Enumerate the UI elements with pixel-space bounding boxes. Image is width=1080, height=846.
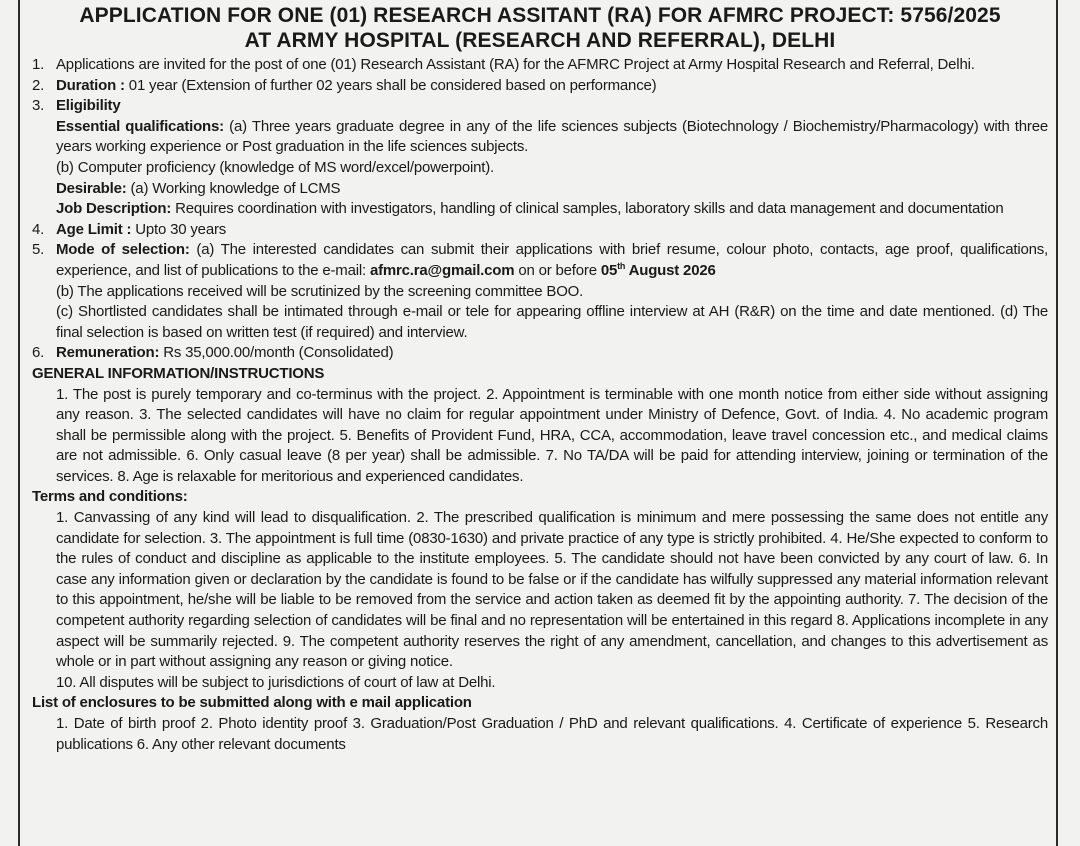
job-text: Requires coordination with investigators, handling of clinical samples, laboratory skills and data management and documentation [171, 200, 1004, 218]
title-line-2: AT ARMY HOSPITAL (RESEARCH AND REFERRAL), DELHI [244, 29, 836, 52]
essential-text: (a) Three years graduate degree in any of the life sciences subjects (Biotechnology / Biochemistry/Pharmacology) with three years working experience or Post graduation in the life sciences subjects. [56, 117, 1048, 156]
desirable-label: Desirable: [56, 179, 127, 197]
item-mode-of-selection [32, 240, 1048, 281]
application-email-link[interactable]: afmrc.ra@gmail.com [369, 261, 515, 279]
item-text-mid: on or before [514, 261, 601, 279]
item-text: (a) The interested candidates can submit their applications with brief resume, colour photo, contacts, age proof, qualifications, experience, and list of publications to the e-mail: [56, 241, 1049, 279]
item-number: 1. [32, 56, 45, 73]
terms-heading: Terms and conditions: [32, 488, 188, 506]
item-eligibility [32, 96, 1048, 117]
item-duration [32, 76, 1048, 97]
item-text: 01 year (Extension of further 02 years shall be considered based on performance) [124, 76, 657, 94]
item-number: 4. [32, 220, 45, 238]
deadline-month-year: August 2026 [625, 261, 716, 279]
item-number: 6. [32, 344, 45, 362]
advertisement-title [32, 3, 1048, 53]
item-number: 2. [32, 76, 45, 94]
item-label: Mode of selection: [56, 241, 190, 259]
item-remuneration [32, 343, 1048, 364]
enclosures-heading: List of enclosures to be submitted along with e mail application [32, 694, 472, 712]
selection-scrutiny: (b) The applications received will be scrutinized by the screening committee BOO. [56, 282, 584, 300]
enclosures-text: 1. Date of birth proof 2. Photo identity proof 3. Graduation/Post Graduation / PhD and relevant qualifications. 4. Certificate of experience 5. Research publications 6. Any other relevant documents [56, 715, 1048, 753]
deadline-date [601, 262, 716, 279]
essential-qualifications [32, 117, 1048, 158]
advertisement-page [18, 0, 1058, 846]
terms-text: 1. Canvassing of any kind will lead to disqualification. 2. The prescribed qualification is minimum and mere possessing the same does not entitle any candidate for selection. 3. The appointment is full time (0830-1630) and private practice of any type is strictly prohibited. 4. He/She expected to conform to the rules of conduct and discipline as applicable to the institute employees. 5. The candidate should not have been convicted by any court of law. 6. In case any information given or declaration by the candidate is found to be false or if the candidate has wilfully suppressed any material information relevant to this appointment, he/she will be liable to be removed from the service and action taken as deemed fit by the appointing authority. 7. The decision of the competent authority regarding selection of candidates will be final and no representation will be entertained in this regard 8. Applications incomplete in any aspect will be summarily rejected. 9. The competent authority reserves the right of any amendment, cancellation, and changes to this advertisement as whole or in part without assigning any reason or giving notice. [56, 509, 1048, 671]
deadline-suffix: th [617, 260, 626, 271]
item-label: Duration : [56, 76, 125, 94]
item-label: Remuneration: [56, 344, 160, 362]
computer-proficiency: (b) Computer proficiency (knowledge of MS word/excel/powerpoint). [56, 158, 495, 176]
title-line-1: APPLICATION FOR ONE (01) RESEARCH ASSITANT (RA) FOR AFMRC PROJECT: 5756/2025 [79, 4, 1001, 27]
item-number: 5. [32, 241, 45, 259]
advertisement-body [32, 55, 1048, 755]
general-info-heading: GENERAL INFORMATION/INSTRUCTIONS [32, 364, 325, 382]
job-label: Job Description: [56, 200, 172, 218]
job-description [32, 199, 1048, 220]
item-label: Eligibility [56, 97, 121, 115]
general-info-text: 1. The post is purely temporary and co-terminus with the project. 2. Appointment is terminable with one month notice from either side without assigning any reason. 3. The selected candidates will have no claim for regular appointment under Ministry of Defence, Govt. of India. 4. No academic program shall be permissible along with the project. 5. Benefits of Provident Fund, HRA, CCA, accommodation, leave travel concession etc., and medical claims are not admissible. 6. Only casual leave (8 per year) shall be admissible. 7. No TA/DA will be paid for attending interview, joining or termination of the services. 8. Age is relaxable for meritorious and experienced candidates. [56, 385, 1048, 485]
item-label: Age Limit : [56, 220, 132, 238]
item-text: Upto 30 years [131, 220, 227, 238]
deadline-day: 05 [600, 261, 618, 279]
item-number: 3. [32, 97, 45, 115]
item-age-limit [32, 220, 1048, 241]
item-applications [32, 55, 1048, 76]
terms-text-jurisdiction: 10. All disputes will be subject to jurisdictions of court of law at Delhi. [56, 673, 496, 691]
essential-label: Essential qualifications: [56, 117, 224, 135]
item-text: Applications are invited for the post of one (01) Research Assistant (RA) for the AFMRC Project at Army Hospital Research and Referral, Delhi. [56, 56, 975, 73]
desirable-qualifications [32, 179, 1048, 200]
selection-shortlist: (c) Shortlisted candidates shall be intimated through e-mail or tele for appearing offline interview at AH (R&R) on the time and date mentioned. (d) The final selection is based on written test (if required) and interview. [56, 303, 1048, 341]
item-text: Rs 35,000.00/month (Consolidated) [159, 344, 394, 362]
desirable-text: (a) Working knowledge of LCMS [126, 179, 341, 197]
